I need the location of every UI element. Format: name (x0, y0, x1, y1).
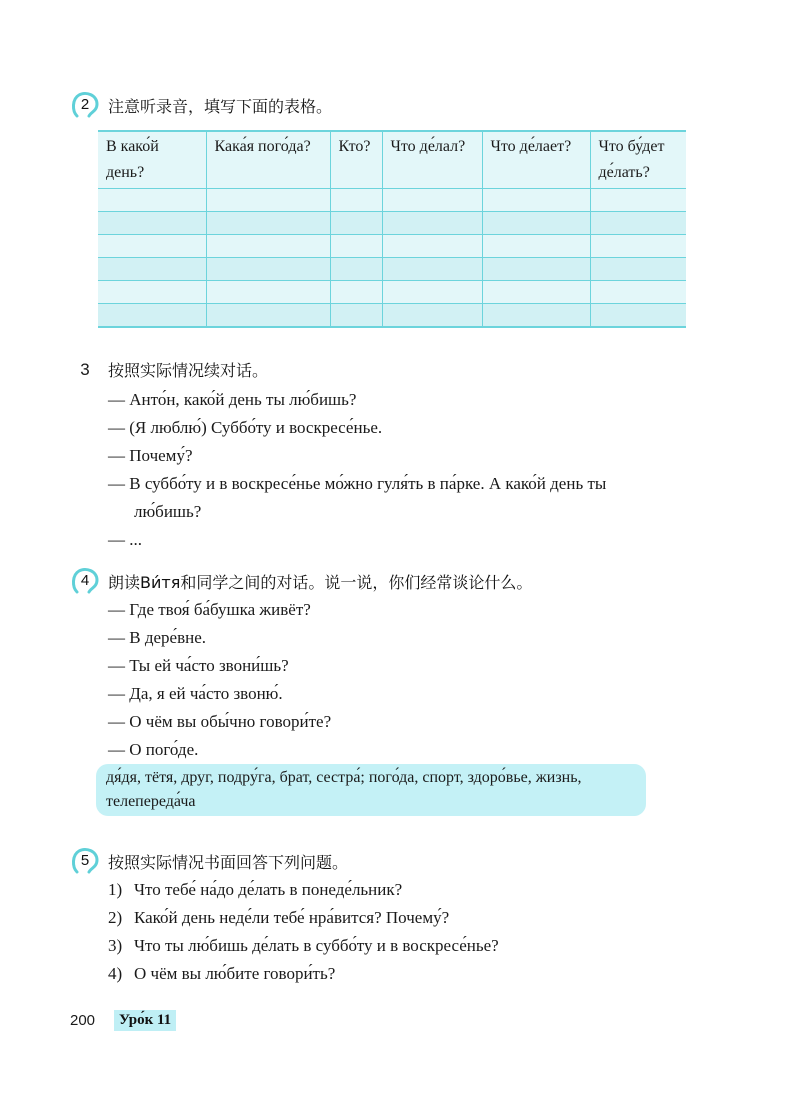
table-cell[interactable] (482, 235, 590, 258)
table-cell[interactable] (382, 235, 482, 258)
dialogue-line: — ... (108, 530, 142, 549)
table-cell[interactable] (206, 189, 330, 212)
question-item (108, 876, 402, 904)
table-cell[interactable] (382, 212, 482, 235)
table-cell[interactable] (98, 212, 206, 235)
table-cell[interactable] (330, 212, 382, 235)
dialogue-line-continuation: лю́бишь? (134, 502, 202, 521)
listening-table (98, 130, 686, 328)
writing-ear-icon (70, 846, 100, 876)
table-cell[interactable] (482, 189, 590, 212)
exercise-2-header (70, 90, 332, 120)
table-cell[interactable] (206, 258, 330, 281)
exercise-3-instruction: 按照实际情况续对话。 (108, 361, 269, 380)
table-cell[interactable] (206, 304, 330, 328)
table-cell[interactable] (482, 281, 590, 304)
question-number: 1) (108, 880, 123, 899)
exercise-4-number: 4 (80, 572, 90, 589)
dialogue-line: — (Я люблю́) Суббо́ту и воскресе́нье. (108, 418, 383, 437)
exercise-5-number: 5 (80, 852, 90, 869)
reading-ear-icon (70, 566, 100, 596)
table-cell[interactable] (206, 281, 330, 304)
question-number: 3) (108, 936, 123, 955)
vocabulary-line: дя́дя, тётя, друг, подру́га, брат, сестра́; пого́да, спорт, здоро́вье, жизнь, (106, 769, 582, 786)
dialogue-line: — Ты ей ча́сто звони́шь? (108, 656, 289, 675)
table-row (98, 258, 686, 281)
table-row (98, 235, 686, 258)
question-item (108, 932, 499, 960)
dialogue-line: — Да, я ей ча́сто звоню́. (108, 684, 283, 703)
exercise-4-header (70, 566, 532, 596)
exercise-5-instruction: 按照实际情况书面回答下列问题。 (108, 852, 349, 872)
question-text: О чём вы лю́бите говори́ть? (134, 964, 336, 983)
table-cell[interactable] (382, 281, 482, 304)
exercise-3-header (70, 358, 268, 381)
table-cell[interactable] (98, 235, 206, 258)
table-cell[interactable] (382, 258, 482, 281)
question-item (108, 904, 449, 932)
question-text: Что ты лю́бишь де́лать в суббо́ту и в воскресе́нье? (134, 936, 499, 955)
dialogue-line: — В дере́вне. (108, 628, 206, 647)
lesson-label: Уро́к 11 (114, 1010, 176, 1031)
table-header-row (98, 131, 686, 189)
dialogue-line: — Анто́н, како́й день ты лю́бишь? (108, 390, 357, 409)
dialogue-line: — О пого́де. (108, 740, 199, 759)
table-cell[interactable] (98, 189, 206, 212)
table-row (98, 189, 686, 212)
dialogue-line: — В суббо́ту и в воскресе́нье мо́жно гуля́ть в па́рке. А како́й день ты (108, 474, 607, 493)
table-cell[interactable] (590, 235, 686, 258)
table-cell[interactable] (590, 281, 686, 304)
dialogue-line: — Где твоя́ ба́бушка живёт? (108, 600, 311, 619)
table-header-cell: Что де́лал? (382, 131, 482, 189)
table-cell[interactable] (98, 281, 206, 304)
exercise-3-number: 3 (80, 359, 90, 379)
table-header-cell: Что де́лает? (482, 131, 590, 189)
table-row (98, 212, 686, 235)
table-cell[interactable] (382, 304, 482, 328)
table-cell[interactable] (330, 258, 382, 281)
question-text: Что тебе́ на́до де́лать в понеде́льник? (134, 880, 403, 899)
table-cell[interactable] (590, 189, 686, 212)
listening-ear-icon (70, 90, 100, 120)
table-header-cell: Кто? (330, 131, 382, 189)
vocabulary-box (96, 764, 646, 816)
exercise-2-instruction: 注意听录音，填写下面的表格。 (108, 96, 333, 116)
table-cell[interactable] (590, 304, 686, 328)
table-row (98, 304, 686, 328)
table-cell[interactable] (330, 189, 382, 212)
table-cell[interactable] (482, 304, 590, 328)
exercise-4-instruction: 朗读Ви́тя和同学之间的对话。说一说，你们经常谈论什么。 (108, 572, 533, 592)
page-number: 200 (70, 1012, 96, 1029)
table-cell[interactable] (590, 258, 686, 281)
question-text: Како́й день неде́ли тебе́ нра́вится? Почему́? (134, 908, 450, 927)
exercise-5-header (70, 846, 348, 876)
table-cell[interactable] (482, 258, 590, 281)
exercise-2-number: 2 (80, 96, 90, 113)
table-row (98, 281, 686, 304)
table-cell[interactable] (590, 212, 686, 235)
table-cell[interactable] (98, 258, 206, 281)
table-cell[interactable] (330, 281, 382, 304)
table-cell[interactable] (206, 235, 330, 258)
question-number: 2) (108, 908, 123, 927)
question-number: 4) (108, 964, 123, 983)
vocabulary-line: телепереда́ча (106, 793, 196, 810)
question-item (108, 960, 335, 988)
table-cell[interactable] (330, 304, 382, 328)
dialogue-line: — О чём вы обы́чно говори́те? (108, 712, 332, 731)
table-header-cell: Что бу́дет де́лать? (590, 131, 686, 189)
table-cell[interactable] (382, 189, 482, 212)
table-cell[interactable] (330, 235, 382, 258)
table-header-cell: Кака́я пого́да? (206, 131, 330, 189)
dialogue-line: — Почему́? (108, 446, 193, 465)
table-cell[interactable] (98, 304, 206, 328)
table-cell[interactable] (206, 212, 330, 235)
table-header-cell: В како́й день? (98, 131, 206, 189)
table-cell[interactable] (482, 212, 590, 235)
